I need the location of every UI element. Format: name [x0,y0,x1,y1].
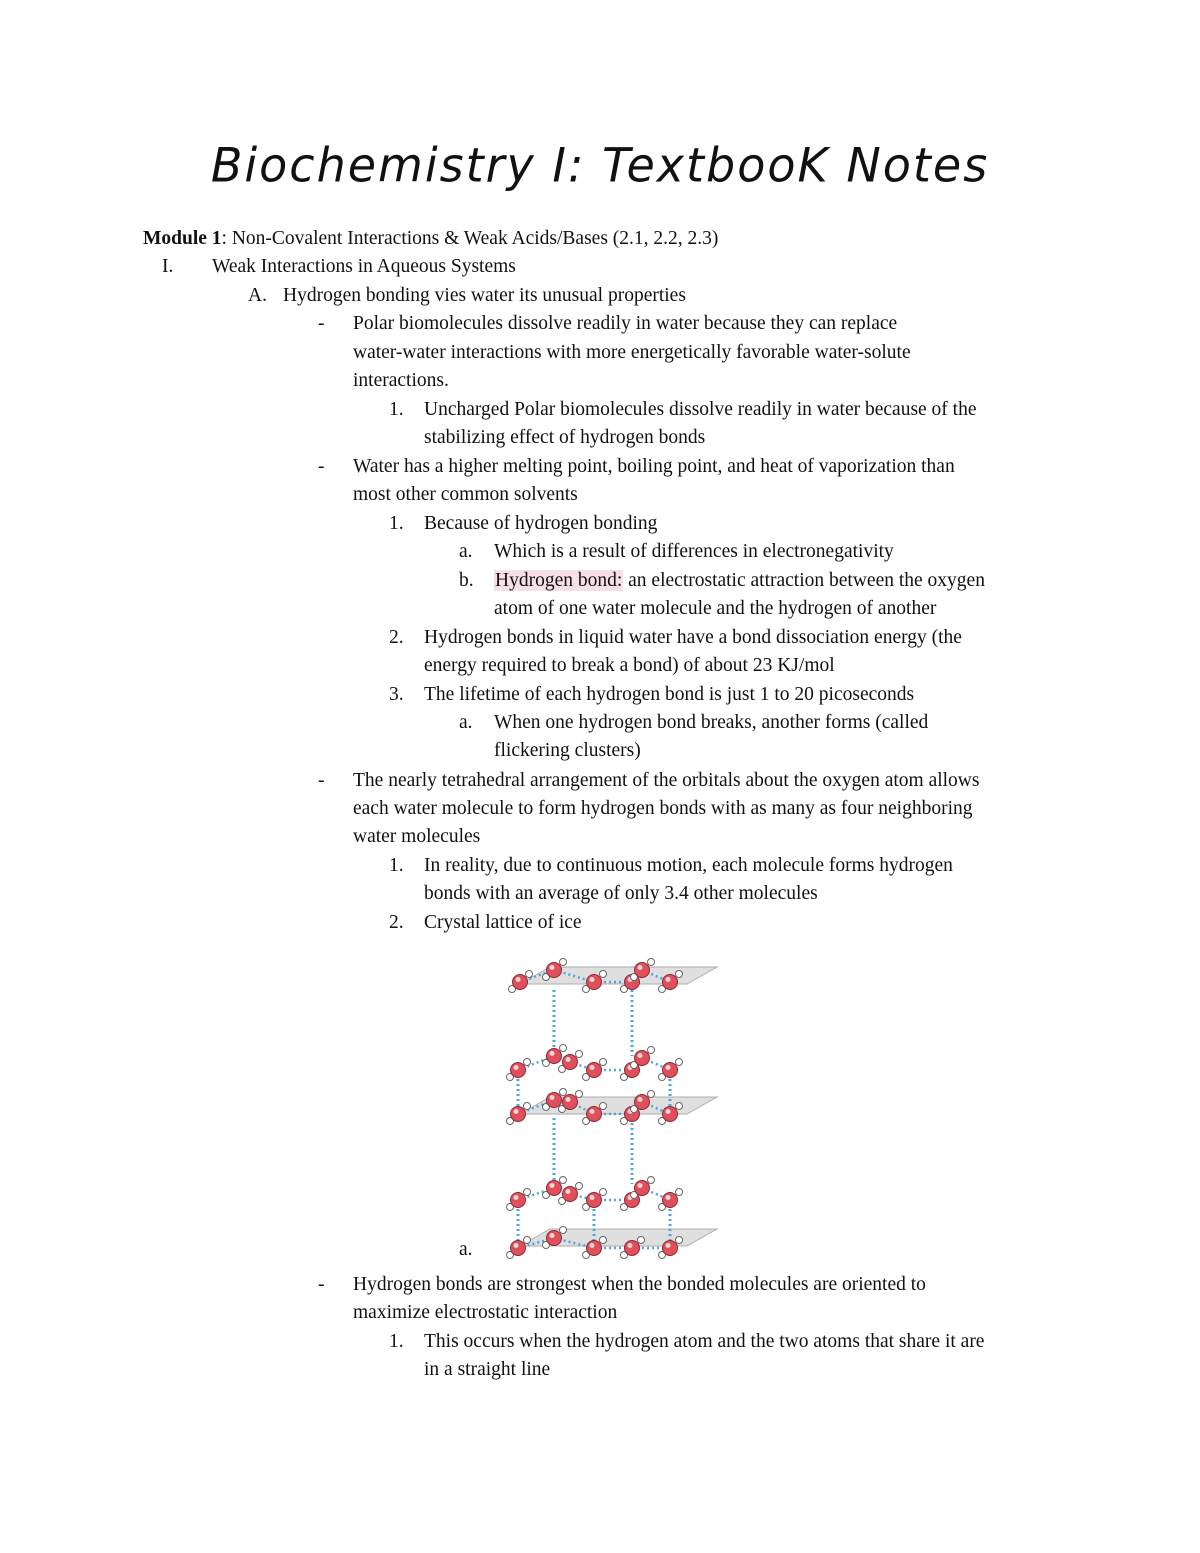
atom-shine [666,1195,671,1200]
hydrogen-atom [560,959,567,966]
hydrogen-atom [600,1059,607,1066]
bullet-marker: - [318,770,325,791]
hydrogen-atom [560,1045,567,1052]
atom-shine [666,1109,671,1114]
atom-shine [638,1183,643,1188]
oxygen-atom [625,1241,640,1256]
lettered-text-line: When one hydrogen bond breaks, another forms (called [494,712,929,733]
oxygen-atom [563,1055,578,1070]
lettered-marker: a. [459,541,473,562]
bullet-text-line: water-water interactions with more energetically favorable water-solute [353,342,911,363]
hydrogen-atom [526,971,533,978]
atom-shine [628,1243,633,1248]
lettered-text-line [494,567,985,596]
hydrogen-atom [600,1103,607,1110]
oxygen-atom [587,1063,602,1078]
highlighted-term: Hydrogen bond: [495,570,623,591]
bullet-marker: - [318,1274,325,1295]
oxygen-atom [547,1231,562,1246]
numbered-text-line: In reality, due to continuous motion, each molecule forms hydrogen [424,855,953,876]
bullet-text-line: water molecules [353,826,481,847]
oxygen-atom [587,1107,602,1122]
atom-shine [550,1183,555,1188]
subsection-marker: A. [248,285,267,306]
ice-lattice-figure [492,952,732,1262]
atom-shine [550,1233,555,1238]
atom-shine [590,1243,595,1248]
hydrogen-atom [560,1089,567,1096]
oxygen-atom [587,1241,602,1256]
oxygen-atom [663,1107,678,1122]
module-heading [143,225,718,254]
module-label: Module 1 [143,228,222,249]
atom-shine [516,977,521,982]
oxygen-atom [547,1049,562,1064]
lettered-text-line: flickering clusters) [494,740,641,761]
hydrogen-atom [576,1091,583,1098]
oxygen-atom [511,1107,526,1122]
lettered-text-line: Which is a result of differences in electronegativity [494,541,894,562]
atom-shine [514,1065,519,1070]
oxygen-atom [635,1095,650,1110]
hydrogen-atom [638,1237,645,1244]
oxygen-atom [547,1093,562,1108]
atom-shine [638,1053,643,1058]
hydrogen-atom [676,1237,683,1244]
hydrogen-atom [676,1189,683,1196]
hydrogen-atom [560,1177,567,1184]
atom-shine [590,1065,595,1070]
bullet-text-line: The nearly tetrahedral arrangement of the orbitals about the oxygen atom allows [353,770,980,791]
oxygen-atom [663,1241,678,1256]
atom-shine [590,1109,595,1114]
hydrogen-atom [524,1059,531,1066]
numbered-text-line: The lifetime of each hydrogen bond is just 1 to 20 picoseconds [424,684,915,705]
hydrogen-atom [676,1103,683,1110]
atom-shine [550,965,555,970]
hydrogen-atom [524,1237,531,1244]
atom-shine [666,977,671,982]
numbered-text-line: in a straight line [424,1359,551,1380]
numbered-marker: 1. [389,513,404,534]
atom-shine [566,1189,571,1194]
numbered-text-line: Because of hydrogen bonding [424,513,658,534]
bullet-text-line: Water has a higher melting point, boiling point, and heat of vaporization than [353,456,955,477]
atom-shine [550,1051,555,1056]
atom-shine [514,1195,519,1200]
hydrogen-atom [648,1047,655,1054]
bullet-text-line: maximize electrostatic interaction [353,1302,618,1323]
oxygen-atom [563,1095,578,1110]
section-marker: I. [162,256,174,277]
numbered-text-line: stabilizing effect of hydrogen bonds [424,427,706,448]
hydrogen-atom [576,1051,583,1058]
atom-shine [590,977,595,982]
lettered-marker: a. [459,712,473,733]
hydrogen-atom [560,1227,567,1234]
atom-shine [514,1243,519,1248]
numbered-marker: 1. [389,855,404,876]
oxygen-atom [663,1193,678,1208]
oxygen-atom [587,1193,602,1208]
atom-shine [566,1057,571,1062]
oxygen-atom [663,975,678,990]
oxygen-atom [511,1193,526,1208]
atom-shine [590,1195,595,1200]
oxygen-atom [547,963,562,978]
hydrogen-atom [600,1237,607,1244]
numbered-text-line: This occurs when the hydrogen atom and the two atoms that share it are [424,1331,985,1352]
hydrogen-atom [676,971,683,978]
atom-shine [550,1095,555,1100]
numbered-text-line: Crystal lattice of ice [424,912,582,933]
oxygen-atom [547,1181,562,1196]
oxygen-atom [511,1063,526,1078]
hydrogen-atom [576,1183,583,1190]
bullet-text-line: each water molecule to form hydrogen bonds with as many as four neighboring [353,798,973,819]
atom-shine [566,1097,571,1102]
oxygen-atom [635,1051,650,1066]
bullet-text-line: most other common solvents [353,484,578,505]
hydrogen-atom [648,1177,655,1184]
module-text: Non-Covalent Interactions & Weak Acids/Bases (2.1, 2.2, 2.3) [226,228,719,249]
hydrogen-atom [676,1059,683,1066]
figure-marker: a. [459,1239,473,1260]
numbered-text-line: Hydrogen bonds in liquid water have a bond dissociation energy (the [424,627,962,648]
oxygen-atom [635,1181,650,1196]
hydrogen-atom [600,1189,607,1196]
numbered-text-line: energy required to break a bond) of about 23 KJ/mol [424,655,835,676]
numbered-marker: 3. [389,684,404,705]
bullet-text-line: interactions. [353,370,449,391]
definition-text: an electrostatic attraction between the oxygen [623,570,985,591]
atom-shine [666,1243,671,1248]
hydrogen-atom [600,971,607,978]
oxygen-atom [513,975,528,990]
hydrogen-atom [524,1103,531,1110]
oxygen-atom [663,1063,678,1078]
oxygen-atom [635,963,650,978]
page-title: Biochemistry I: TextbooK Notes [210,137,990,193]
section-heading: Weak Interactions in Aqueous Systems [212,256,516,277]
numbered-marker: 2. [389,627,404,648]
module-colon: : [221,228,227,249]
atom-shine [638,1097,643,1102]
atom-shine [514,1109,519,1114]
atom-shine [638,965,643,970]
hydrogen-atom [524,1189,531,1196]
hydrogen-atom [648,959,655,966]
numbered-text-line: bonds with an average of only 3.4 other molecules [424,883,818,904]
lettered-marker: b. [459,570,474,591]
bullet-marker: - [318,456,325,477]
oxygen-atom [511,1241,526,1256]
atom-shine [666,1065,671,1070]
hydrogen-atom [648,1091,655,1098]
bullet-text-line: Hydrogen bonds are strongest when the bonded molecules are oriented to [353,1274,926,1295]
subsection-heading: Hydrogen bonding vies water its unusual properties [283,285,686,306]
bullet-text-line: Polar biomolecules dissolve readily in water because they can replace [353,313,898,334]
numbered-marker: 2. [389,912,404,933]
oxygen-atom [587,975,602,990]
numbered-text-line: Uncharged Polar biomolecules dissolve readily in water because of the [424,399,977,420]
lettered-text-line: atom of one water molecule and the hydrogen of another [494,598,937,619]
numbered-marker: 1. [389,1331,404,1352]
bullet-marker: - [318,313,325,334]
numbered-marker: 1. [389,399,404,420]
oxygen-atom [563,1187,578,1202]
